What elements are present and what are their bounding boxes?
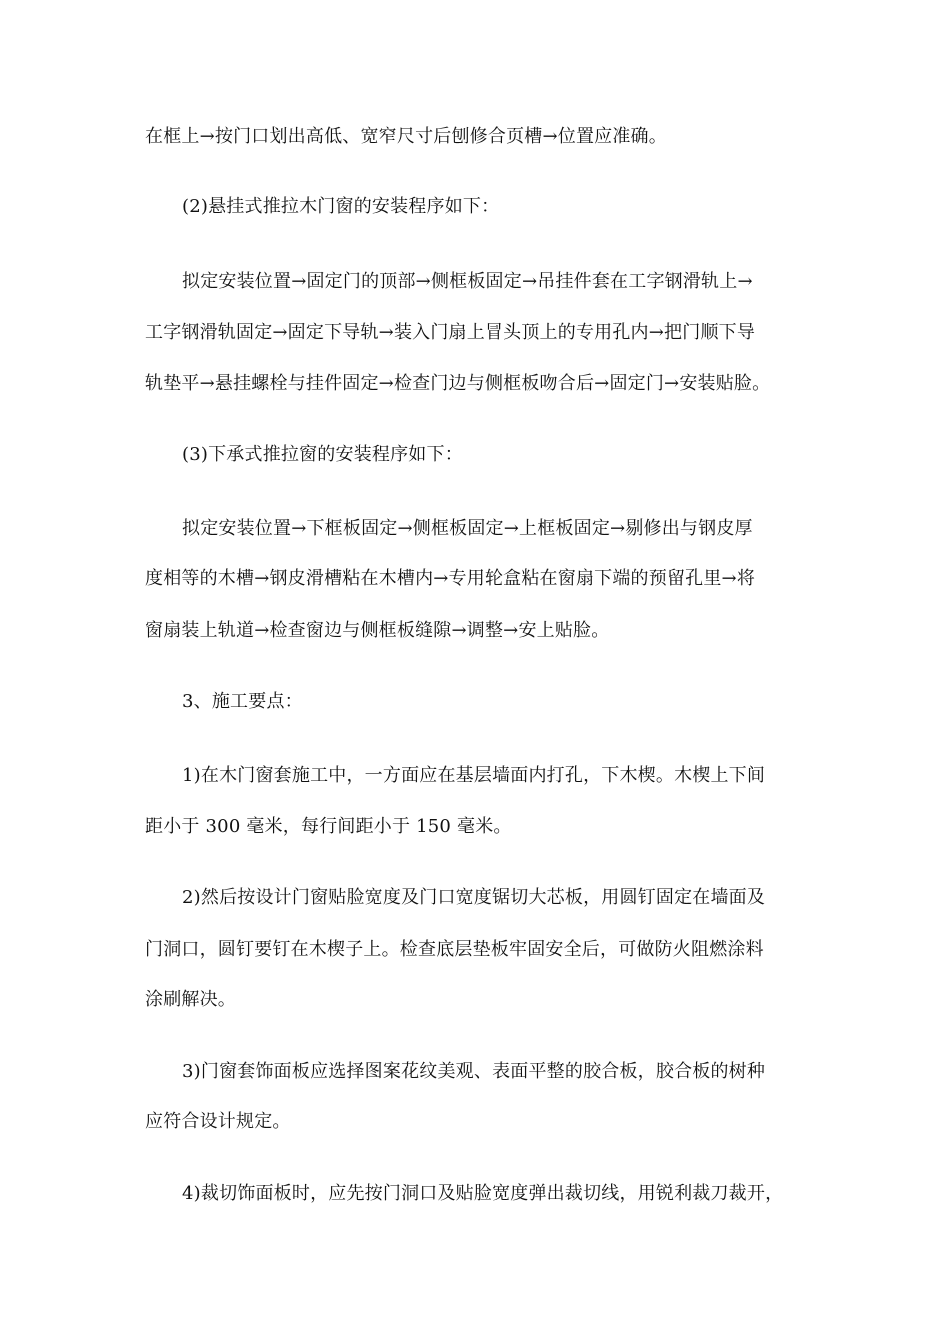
body-text-line: 工字钢滑轨固定→固定下导轨→装入门扇上冒头顶上的专用孔内→把门顺下导 [145,322,756,343]
section-heading-construction-points: 3、施工要点： [182,691,303,712]
body-text-line: 涂刷解决。 [145,989,236,1010]
body-text-line: 1)在木门窗套施工中，一方面应在基层墙面内打孔，下木楔。木楔上下间 [182,765,766,786]
body-text-line: 门洞口，圆钉要钉在木楔子上。检查底层垫板牢固安全后，可做防火阻燃涂料 [145,939,764,960]
body-text-line: 拟定安装位置→固定门的顶部→侧框板固定→吊挂件套在工字钢滑轨上→ [182,271,753,292]
body-text-line: 拟定安装位置→下框板固定→侧框板固定→上框板固定→剔修出与钢皮厚 [182,518,753,539]
body-text-line: 轨垫平→悬挂螺栓与挂件固定→检查门边与侧框板吻合后→固定门→安装贴脸。 [145,373,771,394]
body-text-line: 应符合设计规定。 [145,1111,291,1132]
body-text-line: 3)门窗套饰面板应选择图案花纹美观、表面平整的胶合板，胶合板的树种 [182,1061,766,1082]
body-text-line: 在框上→按门口划出高低、宽窄尺寸后刨修合页槽→位置应准确。 [145,126,667,147]
body-text-line: 4)裁切饰面板时，应先按门洞口及贴脸宽度弹出裁切线，用锐利裁刀裁开， [182,1183,784,1204]
subheading-bottom-sliding-window: (3)下承式推拉窗的安装程序如下： [182,444,463,465]
body-text-line: 距小于 300 毫米，每行间距小于 150 毫米。 [145,816,512,837]
body-text-line: 2)然后按设计门窗贴脸宽度及门口宽度锯切大芯板，用圆钉固定在墙面及 [182,887,766,908]
body-text-line: 窗扇装上轨道→检查窗边与侧框板缝隙→调整→安上贴脸。 [145,620,610,641]
subheading-hanging-sliding-door: (2)悬挂式推拉木门窗的安装程序如下： [182,196,500,217]
body-text-line: 度相等的木槽→钢皮滑槽粘在木槽内→专用轮盒粘在窗扇下端的预留孔里→将 [145,568,756,589]
